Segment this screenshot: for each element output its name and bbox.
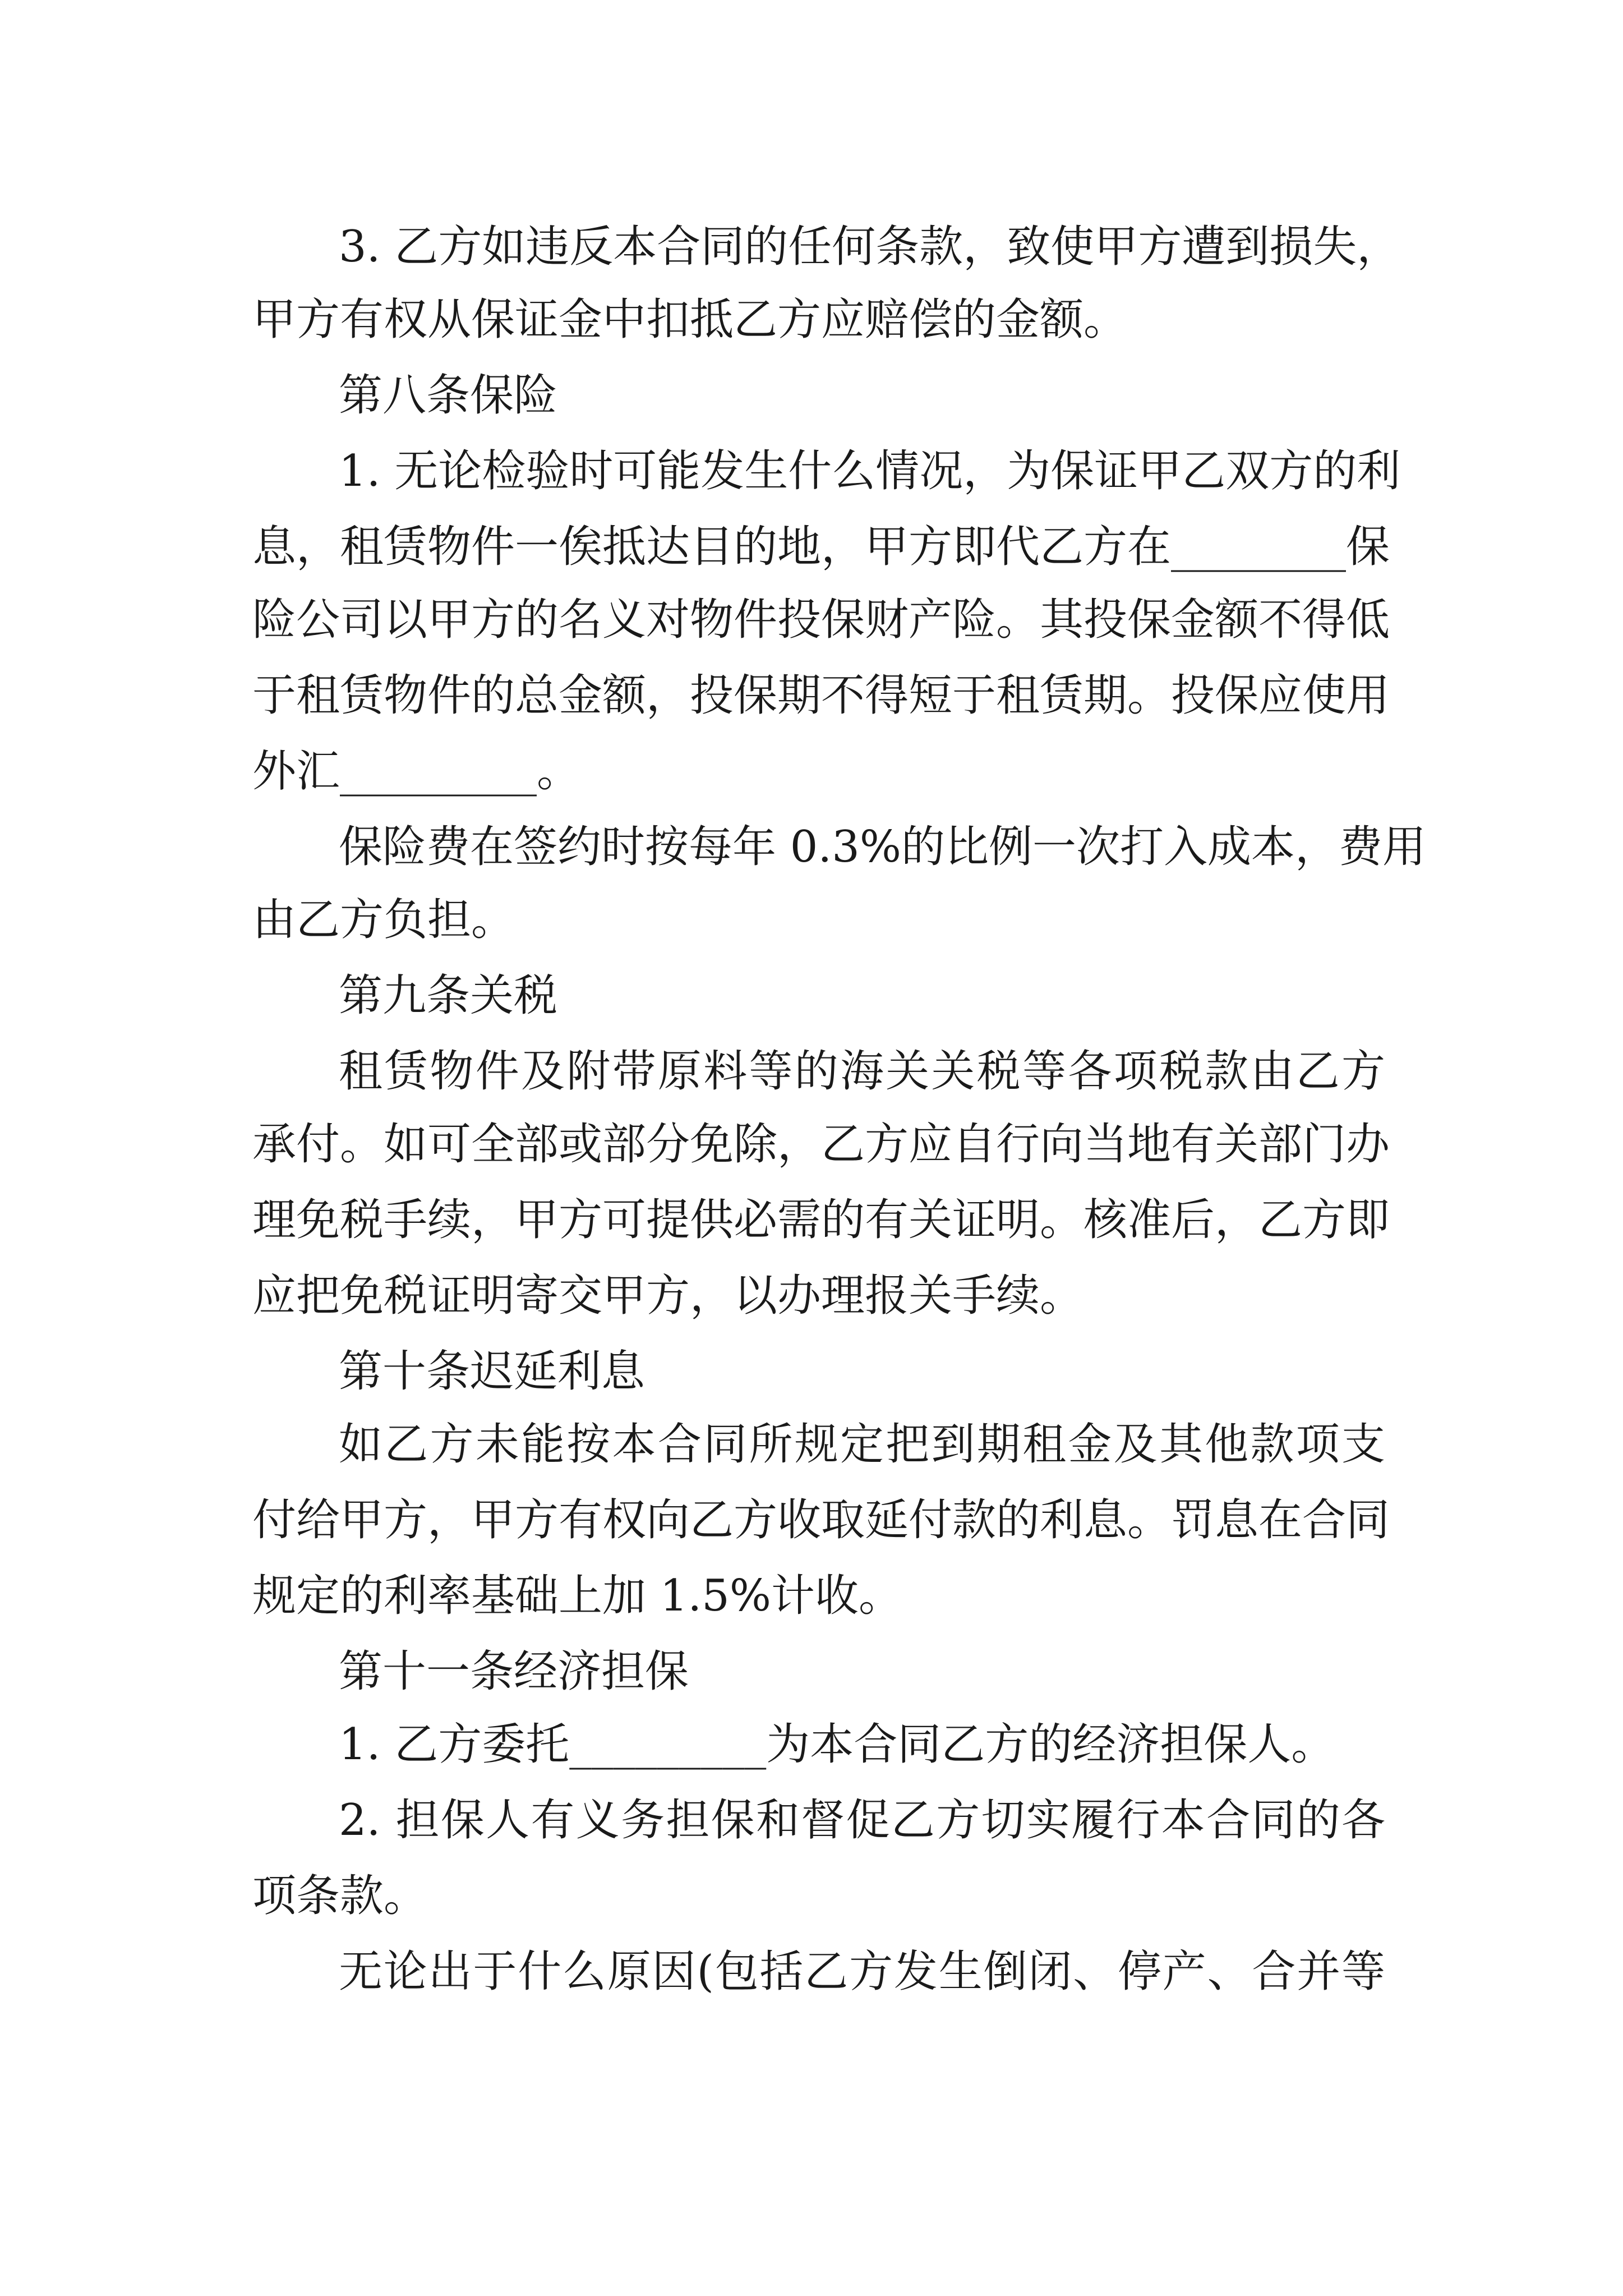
clause-7-item-3-line-2: 甲方有权从保证金中扣抵乙方应赔偿的金额。 xyxy=(252,295,1128,345)
clause-9-body-line-4: 应把免税证明寄交甲方，以办理报关手续。 xyxy=(252,1271,1084,1321)
clause-8-heading: 第八条保险 xyxy=(339,370,558,421)
clause-10-heading: 第十条迟延利息 xyxy=(339,1346,645,1397)
clause-11-item-2-line-2: 项条款。 xyxy=(252,1871,428,1921)
clause-11-item-1: 1. 乙方委托_________为本合同乙方的经济担保人。 xyxy=(339,1719,1335,1770)
clause-9-heading: 第九条关税 xyxy=(339,970,558,1021)
clause-8-item-1-line-3: 险公司以甲方的名义对物件投保财产险。其投保金额不得低 xyxy=(252,595,1390,645)
clause-8-item-1-line-5: 外汇_________。 xyxy=(252,746,581,797)
clause-11-item-3-line-1: 无论出于什么原因(包括乙方发生倒闭、停产、合并等 xyxy=(339,1947,1385,1997)
clause-9-body-line-1: 租赁物件及附带原料等的海关关税等各项税款由乙方 xyxy=(339,1046,1385,1097)
clause-10-body-line-3: 规定的利率基础上加 1.5%计收。 xyxy=(252,1571,902,1621)
clause-8-item-1-line-4: 于租赁物件的总金额，投保期不得短于租赁期。投保应使用 xyxy=(252,670,1390,721)
clause-8-item-1-line-1: 1. 无论检验时可能发生什么情况，为保证甲乙双方的利 xyxy=(339,446,1401,496)
clause-10-body-line-1: 如乙方未能按本合同所规定把到期租金及其他款项支 xyxy=(339,1419,1385,1470)
clause-10-body-line-2: 付给甲方，甲方有权向乙方收取延付款的利息。罚息在合同 xyxy=(252,1495,1390,1545)
clause-9-body-line-3: 理免税手续，甲方可提供必需的有关证明。核准后，乙方即 xyxy=(252,1195,1390,1245)
clause-7-item-3-line-1: 3. 乙方如违反本合同的任何条款，致使甲方遭到损失， xyxy=(339,222,1401,272)
clause-8-item-1-line-2: 息，租赁物件一俟抵达目的地，甲方即代乙方在________保 xyxy=(252,522,1390,572)
clause-11-item-2-line-1: 2. 担保人有义务担保和督促乙方切实履行本合同的各 xyxy=(339,1795,1385,1846)
clause-9-body-line-2: 承付。如可全部或部分免除，乙方应自行向当地有关部门办 xyxy=(252,1119,1390,1170)
clause-11-heading: 第十一条经济担保 xyxy=(339,1646,689,1697)
clause-8-premium-line-1: 保险费在签约时按每年 0.3%的比例一次打入成本，费用 xyxy=(339,822,1426,872)
clause-8-premium-line-2: 由乙方负担。 xyxy=(252,895,515,945)
